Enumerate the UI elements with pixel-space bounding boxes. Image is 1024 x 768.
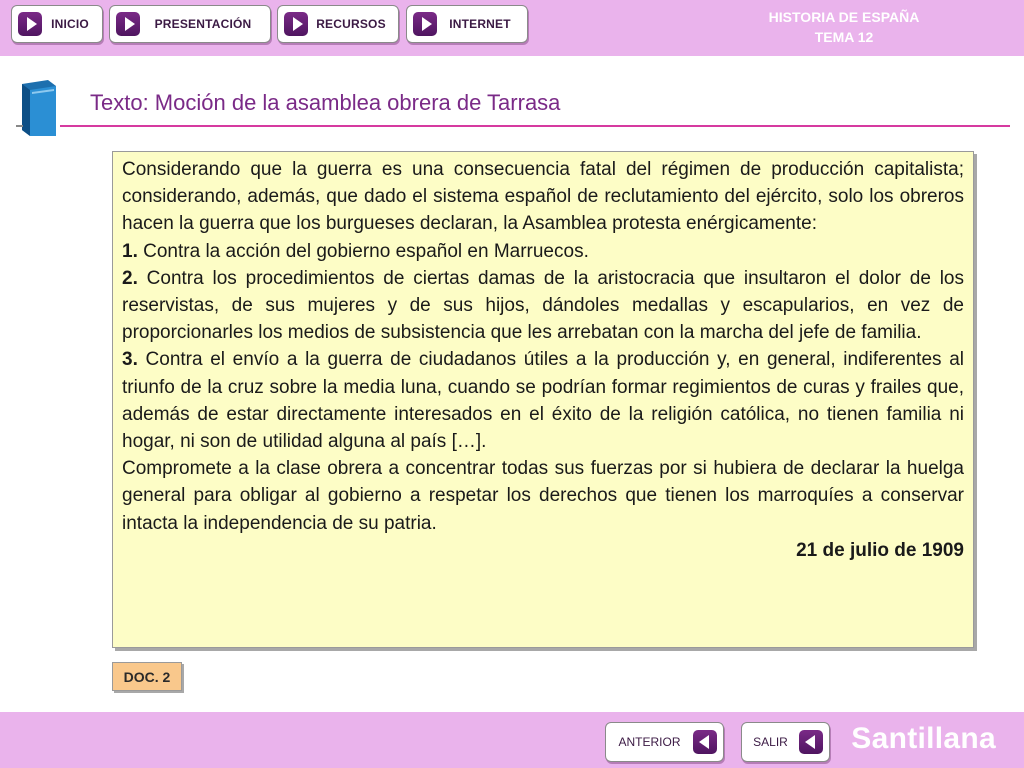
- anterior-button[interactable]: [605, 722, 724, 762]
- point-number: 2.: [122, 267, 138, 289]
- presentacion-button[interactable]: [109, 5, 271, 43]
- document-closing: Compromete a la clase obrera a concentrar todas sus fuerzas por si hubiera de declarar la huelga general para obligar al gobierno a respetar los derechos que tienen los marroquíes a conservar intacta la independencia de su patria.: [122, 458, 964, 534]
- inicio-label: INICIO: [51, 17, 89, 31]
- title-divider: [60, 125, 1010, 127]
- document-date: 21 de julio de 1909: [796, 539, 964, 561]
- salir-button[interactable]: [741, 722, 830, 762]
- document-point-2: [122, 265, 964, 347]
- play-icon: [18, 12, 42, 36]
- play-icon: [284, 12, 308, 36]
- document-intro: Considerando que la guerra es una consecuencia fatal del régimen de producción capitalista; considerando, además, que dado el sistema español de reclutamiento del ejército, solo los obreros hacen la guerra que los burgueses declaran, la Asamblea protesta enérgicamente:: [122, 159, 964, 235]
- recursos-label: RECURSOS: [316, 17, 386, 31]
- course-header: [764, 7, 924, 47]
- point-number: 3.: [122, 349, 138, 371]
- play-icon: [116, 12, 140, 36]
- point-number: 1.: [122, 240, 138, 262]
- course-subject: HISTORIA DE ESPAÑA: [768, 9, 920, 25]
- document-point-3: [122, 346, 964, 455]
- internet-label: INTERNET: [449, 17, 511, 31]
- document-point-1: [122, 238, 964, 265]
- book-icon: [18, 78, 60, 138]
- course-unit: TEMA 12: [814, 29, 874, 45]
- presentacion-label: PRESENTACIÓN: [154, 17, 252, 31]
- salir-label: SALIR: [753, 735, 788, 749]
- back-arrow-icon: [799, 730, 823, 754]
- anterior-label: ANTERIOR: [618, 735, 681, 749]
- page-title: Texto: Moción de la asamblea obrera de Tarrasa: [90, 90, 561, 115]
- point-text: Contra el envío a la guerra de ciudadanos útiles a la producción y, en general, indiferentes al triunfo de la cruz sobre la media luna, cuando se podrían formar regimientos de curas y frailes que, además de estar directamente interesados en el éxito de la religión católica, no tienen familia ni hogar, ni son de utilidad alguna al país […].: [122, 349, 964, 453]
- internet-button[interactable]: [406, 5, 528, 43]
- play-icon: [413, 12, 437, 36]
- point-text: Contra los procedimientos de ciertas damas de la aristocracia que insultaron el dolor de los reservistas, de sus mujeres y de sus hijos, dándoles medallas y escapularios, en vez de proporcionarles los medios de subsistencia que les arrebatan con la marcha del jefe de familia.: [122, 267, 964, 344]
- document-text-card: [112, 151, 974, 648]
- title-rule-stub: [16, 125, 23, 127]
- doc-badge: DOC. 2: [112, 662, 182, 691]
- point-text: Contra la acción del gobierno español en Marruecos.: [137, 240, 589, 262]
- back-arrow-icon: [693, 730, 717, 754]
- recursos-button[interactable]: [277, 5, 399, 43]
- inicio-button[interactable]: [11, 5, 103, 43]
- publisher-logo: Santillana: [851, 722, 996, 755]
